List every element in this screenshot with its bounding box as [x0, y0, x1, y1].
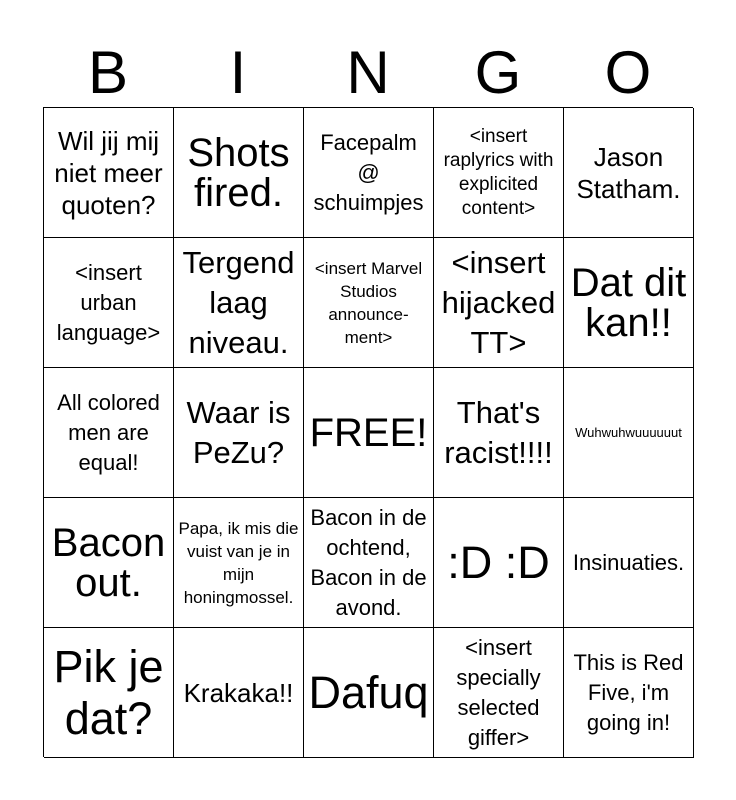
- bingo-cell[interactable]: [44, 238, 174, 368]
- header-letter-g: G: [474, 39, 522, 106]
- bingo-cell-text: Dat dit kan!!: [570, 260, 687, 345]
- bingo-cell[interactable]: [174, 238, 304, 368]
- bingo-cell[interactable]: [304, 108, 434, 238]
- bingo-cell-text: Shots fired.: [187, 130, 290, 215]
- bingo-cell[interactable]: [304, 498, 434, 628]
- bingo-cell-text: <insert Marvel Studios announce-ment>: [314, 258, 423, 347]
- bingo-cell-text: Papa, ik mis die vuist van je in mijn honingmossel.: [178, 518, 299, 607]
- bingo-cell-text: Waar is PeZu?: [186, 394, 291, 470]
- bingo-cell[interactable]: [564, 628, 694, 758]
- bingo-header: [43, 40, 693, 106]
- bingo-cell[interactable]: [564, 368, 694, 498]
- bingo-cell[interactable]: [564, 108, 694, 238]
- bingo-cell[interactable]: [564, 498, 694, 628]
- bingo-cell-text: :D :D: [447, 536, 550, 588]
- bingo-cell[interactable]: [434, 238, 564, 368]
- header-letter-i: I: [229, 39, 247, 106]
- bingo-cell-text: Bacon in de ochtend, Bacon in de avond.: [310, 504, 427, 620]
- bingo-cell[interactable]: [44, 368, 174, 498]
- bingo-cell[interactable]: [564, 238, 694, 368]
- bingo-cell-text: Wuhwuhwuuuuuut: [575, 424, 682, 440]
- bingo-cell-text: <insert urban language>: [56, 259, 161, 345]
- bingo-cell-text: Pik je dat?: [53, 640, 164, 744]
- bingo-cell-text: FREE!: [309, 410, 428, 455]
- bingo-cell-text: Wil jij mij niet meer quoten?: [54, 125, 163, 220]
- bingo-cell[interactable]: [174, 628, 304, 758]
- bingo-cell-text: Bacon out.: [51, 520, 166, 605]
- bingo-cell-text: Insinuaties.: [572, 549, 685, 575]
- bingo-cell-text: Krakaka!!: [183, 677, 294, 708]
- bingo-grid: [43, 107, 693, 757]
- bingo-cell[interactable]: [304, 238, 434, 368]
- bingo-cell[interactable]: [434, 498, 564, 628]
- bingo-cell[interactable]: [174, 498, 304, 628]
- bingo-cell[interactable]: [44, 108, 174, 238]
- bingo-cell-text: This is Red Five, i'm going in!: [573, 649, 684, 735]
- bingo-cell[interactable]: [44, 498, 174, 628]
- bingo-cell-text: <insert hijacked TT>: [441, 244, 556, 360]
- bingo-cell-text: Jason Statham.: [576, 141, 681, 204]
- bingo-cell-text: Dafuq: [308, 666, 429, 718]
- bingo-cell-text: Tergend laag niveau.: [182, 244, 295, 360]
- bingo-cell[interactable]: [174, 368, 304, 498]
- bingo-cell[interactable]: [174, 108, 304, 238]
- bingo-cell-text: All colored men are equal!: [57, 389, 160, 475]
- header-letter-o: O: [604, 39, 652, 106]
- bingo-cell-text: <insert specially selected giffer>: [456, 634, 541, 750]
- bingo-cell[interactable]: [304, 628, 434, 758]
- header-letter-n: N: [346, 39, 390, 106]
- bingo-cell-text: That's racist!!!!: [444, 394, 553, 470]
- bingo-cell[interactable]: [434, 368, 564, 498]
- bingo-cell[interactable]: [44, 628, 174, 758]
- bingo-cell[interactable]: [434, 108, 564, 238]
- bingo-cell-text: Facepalm @ schuimpjes: [313, 129, 424, 215]
- bingo-cell[interactable]: [434, 628, 564, 758]
- header-letter-b: B: [87, 39, 129, 106]
- bingo-cell[interactable]: [304, 368, 434, 498]
- bingo-cell-text: <insert raplyrics with explicited content>: [443, 125, 554, 219]
